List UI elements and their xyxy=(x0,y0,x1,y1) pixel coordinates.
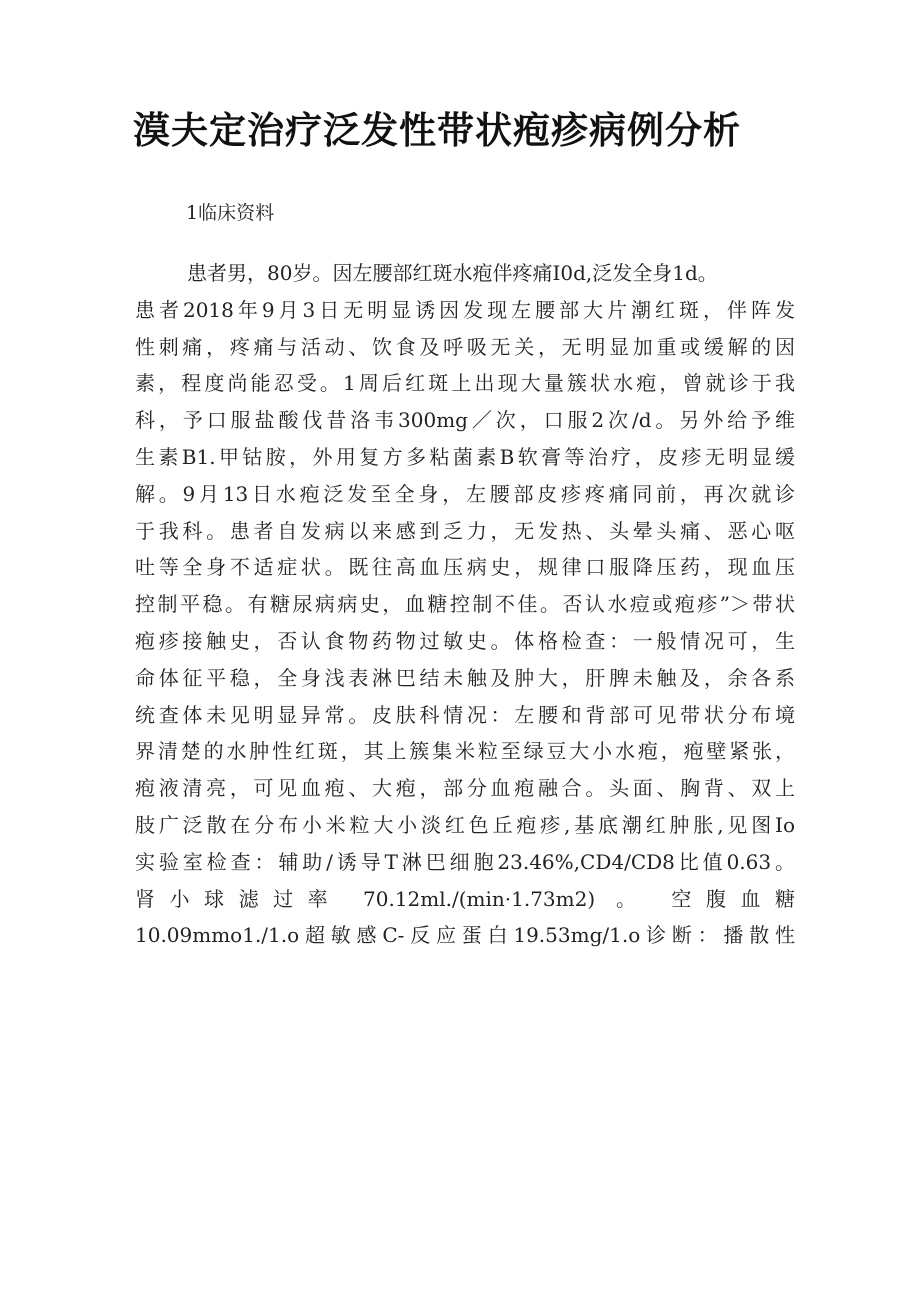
paragraph-line: 解。9月13日水疱泛发至全身，左腰部皮疹疼痛同前，再次就诊 xyxy=(135,481,795,506)
paragraph-line: 控制平稳。有糖尿病病史，血糖控制不佳。否认水痘或疱疹”＞带状 xyxy=(135,592,795,617)
paragraph-line: 性刺痛，疼痛与活动、饮食及呼吸无关，无明显加重或缓解的因 xyxy=(135,334,795,359)
paragraph-line: 肾小球滤过率 70.12ml./(min·1.73m2) 。 空腹血糖 xyxy=(135,886,795,911)
paragraph-line: 命体征平稳，全身浅表淋巴结未触及肿大，肝脾未触及，余各系 xyxy=(135,665,795,690)
paragraph-line: 生素B1.甲钴胺，外用复方多粘菌素B软膏等治疗，皮疹无明显缓 xyxy=(135,444,795,469)
paragraph-line: 素，程度尚能忍受。1周后红斑上出现大量簇状水疱，曾就诊于我 xyxy=(135,371,795,396)
paragraph-line: 肢广泛散在分布小米粒大小淡红色丘疱疹,基底潮红肿胀,见图Io xyxy=(135,812,795,837)
clinical-data-paragraph xyxy=(135,255,795,954)
paragraph-line: 于我科。患者自发病以来感到乏力，无发热、头晕头痛、恶心呕 xyxy=(135,518,795,543)
paragraph-line: 疱疹接触史，否认食物药物过敏史。体格检查：一般情况可，生 xyxy=(135,628,795,653)
paragraph-line: 实验室检查：辅助/诱导T淋巴细胞23.46%,CD4/CD8比值0.63。 xyxy=(135,849,795,874)
section-heading: 1临床资料 xyxy=(186,202,275,224)
paragraph-line: 患者男，80岁。因左腰部红斑水疱伴疼痛I0d,泛发全身1d。 xyxy=(187,261,718,285)
paragraph-line: 界清楚的水肿性红斑，其上簇集米粒至绿豆大小水疱，疱壁紧张， xyxy=(135,739,795,764)
paragraph-line: 10.09mmo1./1.o超敏感C-反应蛋白19.53mg/1.o诊断：播散性 xyxy=(135,923,795,948)
paragraph-line: 吐等全身不适症状。既往高血压病史，规律口服降压药，现血压 xyxy=(135,555,795,580)
paragraph-line: 患者2018年9月3日无明显诱因发现左腰部大片潮红斑，伴阵发 xyxy=(135,297,795,322)
document-title: 漠夫定治疗泛发性带状疱疹病例分析 xyxy=(133,109,741,152)
paragraph-line: 疱液清亮，可见血疱、大疱，部分血疱融合。头面、胸背、双上 xyxy=(135,776,795,801)
paragraph-line: 科，予口服盐酸伐昔洛韦300mg／次，口服2次/d。另外给予维 xyxy=(135,408,795,433)
paragraph-line: 统查体未见明显异常。皮肤科情况：左腰和背部可见带状分布境 xyxy=(135,702,795,727)
